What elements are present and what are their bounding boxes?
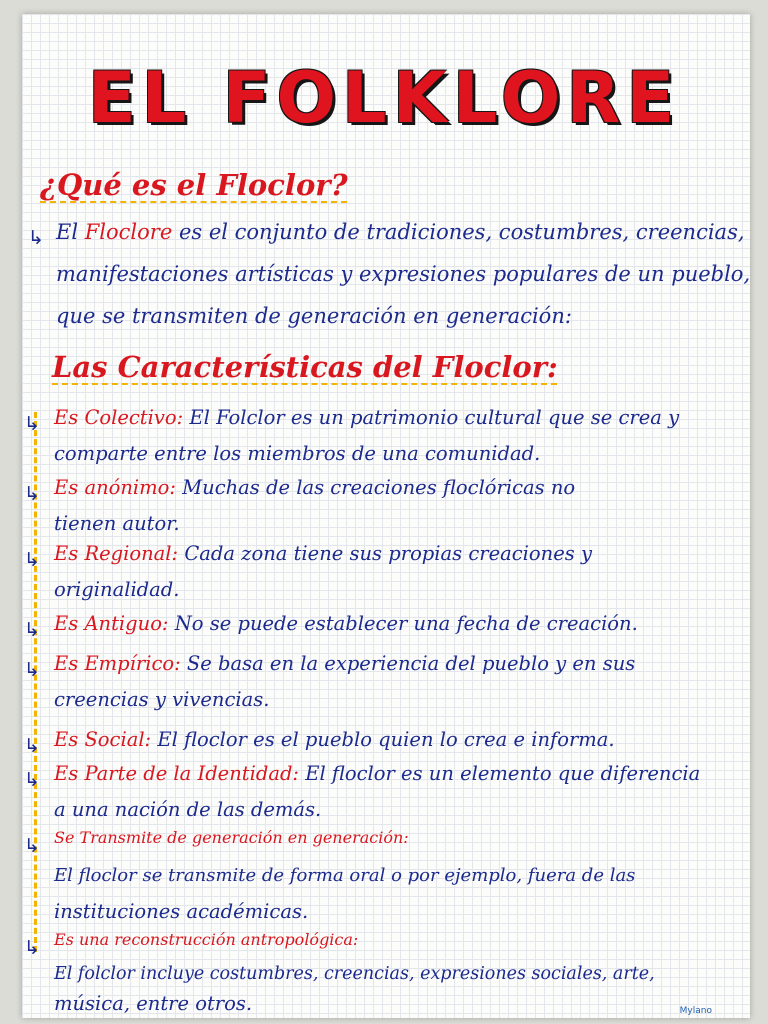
characteristic-text: música, entre otros. (54, 992, 253, 1015)
intro-keyword: Floclore (84, 220, 173, 244)
arrow-icon: ↳ (24, 659, 40, 681)
characteristic-label: Es Empírico: (54, 652, 181, 675)
intro-text: es el conjunto de tradiciones, costumbres, creencias, (178, 220, 745, 244)
arrow-icon: ↳ (24, 937, 40, 959)
arrow-icon: ↳ (24, 619, 40, 641)
intro-line-1 (56, 220, 745, 244)
characteristic-text: Se basa en la experiencia del pueblo y en sus (186, 652, 636, 675)
arrow-icon: ↳ (24, 735, 40, 757)
characteristic-text: instituciones académicas. (54, 900, 309, 923)
arrow-icon: ↳ (24, 413, 40, 435)
characteristic-text: El floclor es un elemento que diferencia (305, 762, 701, 785)
characteristic-text: comparte entre los miembros de una comunidad. (54, 442, 541, 465)
characteristic-text: No se puede establecer una fecha de creación. (174, 612, 638, 635)
characteristic-text: tienen autor. (54, 512, 180, 535)
characteristic-text: originalidad. (54, 578, 180, 601)
section-heading-characteristics: Las Características del Floclor: (52, 350, 558, 384)
characteristic-label: Se Transmite de generación en generación: (54, 828, 409, 847)
page-title: EL FOLKLORE (87, 57, 681, 139)
characteristic-text: El folclor incluye costumbres, creencias, expresiones sociales, arte, (54, 964, 655, 984)
notebook-brand: Mylano (679, 1006, 712, 1016)
characteristic-label: Es Colectivo: (54, 406, 184, 429)
characteristic-label: Es anónimo: (54, 476, 176, 499)
arrow-icon: ↳ (24, 483, 40, 505)
characteristic-label: Es una reconstrucción antropológica: (54, 930, 359, 949)
arrow-icon: ↳ (24, 549, 40, 571)
section-heading-what-is: ¿Qué es el Floclor? (40, 168, 348, 202)
characteristic-label: Es Regional: (54, 542, 179, 565)
characteristic-label: Es Parte de la Identidad: (54, 762, 300, 785)
characteristic-label: Es Social: (54, 728, 152, 751)
intro-line-3: que se transmiten de generación en generación: (56, 304, 572, 328)
intro-first-word: El (56, 220, 79, 244)
characteristic-text: creencias y vivencias. (54, 688, 270, 711)
characteristic-text: Muchas de las creaciones floclóricas no (182, 476, 576, 499)
characteristic-text: a una nación de las demás. (54, 798, 322, 821)
characteristic-text: Cada zona tiene sus propias creaciones y (184, 542, 592, 565)
characteristic-text: El floclor es el pueblo quien lo crea e informa. (157, 728, 615, 751)
characteristic-text: El floclor se transmite de forma oral o por ejemplo, fuera de las (54, 865, 636, 886)
characteristic-text: El Folclor es un patrimonio cultural que se crea y (189, 406, 680, 429)
characteristic-label: Es Antiguo: (54, 612, 169, 635)
arrow-icon: ↳ (24, 769, 40, 791)
intro-line-2: manifestaciones artísticas y expresiones populares de un pueblo, (56, 262, 751, 286)
arrow-icon: ↳ (24, 835, 40, 857)
arrow-icon: ↳ (28, 227, 44, 249)
